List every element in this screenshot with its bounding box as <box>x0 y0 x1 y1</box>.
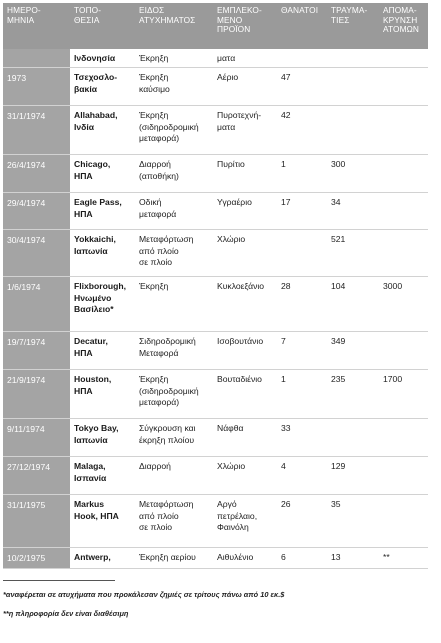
cell-accident-type: Έκρηξη (σιδηροδρομική μεταφορά) <box>139 110 199 144</box>
cell-location: Τσεχοσλο- βακία <box>74 72 118 94</box>
header-evacuation: ΑΠΟΜΑ- ΚΡΥΝΣΗ ΑΤΟΜΩΝ <box>383 5 419 35</box>
cell-product: Χλώριο <box>217 461 246 471</box>
cell-date: 9/11/1974 <box>3 419 70 456</box>
cell-product: Αέριο <box>217 72 239 82</box>
cell-location: Flixborough, Ηνωμένο Βασίλειο* <box>74 281 127 315</box>
cell-deaths <box>277 230 327 276</box>
cell-date: 30/4/1974 <box>3 230 70 276</box>
cell-injuries <box>327 419 379 456</box>
cell-evacuation <box>379 457 428 494</box>
cell-location: Markus Hook, ΗΠΑ <box>74 499 119 521</box>
cell-injuries <box>327 49 379 67</box>
cell-product: Ισοβουτάνιο <box>217 336 264 346</box>
table-row <box>3 370 428 419</box>
cell-evacuation <box>379 68 428 105</box>
header-location: ΤΟΠΟ- ΘΕΣΙΑ <box>74 5 102 25</box>
table-row <box>3 193 428 230</box>
cell-product: Πυρίτιο <box>217 159 245 169</box>
cell-location: Chicago, ΗΠΑ <box>74 159 111 181</box>
cell-injuries: 13 <box>331 552 341 562</box>
cell-injuries: 521 <box>331 234 346 244</box>
cell-deaths: 7 <box>281 336 286 346</box>
cell-product: Αιθυλένιο <box>217 552 254 562</box>
cell-deaths: 4 <box>281 461 286 471</box>
cell-accident-type: Διαρροή <box>139 461 171 471</box>
cell-deaths: 1 <box>281 159 286 169</box>
cell-injuries: 104 <box>331 281 346 291</box>
cell-accident-type: Μεταφόρτωση από πλοίο σε πλοίο <box>139 234 194 268</box>
cell-accident-type: Έκρηξη (σιδηροδρομική μεταφορά) <box>139 374 199 408</box>
table-body <box>3 49 428 569</box>
cell-injuries: 235 <box>331 374 346 384</box>
table-header-row <box>3 3 428 49</box>
cell-product: ματα <box>217 53 236 63</box>
cell-evacuation <box>379 49 428 67</box>
cell-injuries: 129 <box>331 461 346 471</box>
cell-location: Eagle Pass, ΗΠΑ <box>74 197 122 219</box>
cell-date: 31/1/1975 <box>3 495 70 547</box>
cell-product: Κυκλοεξάνιο <box>217 281 265 291</box>
header-accident-type: ΕΙΔΟΣ ΑΤΥΧΗΜΑΤΟΣ <box>139 5 196 25</box>
cell-evacuation <box>379 419 428 456</box>
table-row <box>3 68 428 106</box>
cell-evacuation <box>379 230 428 276</box>
cell-accident-type: Σιδηροδρομική Μεταφορά <box>139 336 196 358</box>
cell-accident-type: Σύγκρουση και έκρηξη πλοίου <box>139 423 196 445</box>
cell-injuries: 300 <box>331 159 346 169</box>
cell-deaths: 17 <box>281 197 291 207</box>
cell-date: 19/7/1974 <box>3 332 70 369</box>
cell-evacuation <box>379 193 428 229</box>
cell-date: 10/2/1975 <box>3 548 70 568</box>
cell-product: Πυροτεχνή- ματα <box>217 110 262 132</box>
cell-location: Allahabad, Ινδία <box>74 110 118 132</box>
cell-product: Βουταδιένιο <box>217 374 262 384</box>
cell-deaths: 1 <box>281 374 286 384</box>
table-row <box>3 277 428 332</box>
cell-injuries: 35 <box>331 499 341 509</box>
footnote-2: **η πληροφορία δεν είναι διαθέσιμη <box>3 609 129 618</box>
table-row <box>3 106 428 155</box>
cell-date: 29/4/1974 <box>3 193 70 229</box>
table-row <box>3 49 428 68</box>
table-row <box>3 548 428 569</box>
cell-accident-type: Έκρηξη καύσιμο <box>139 72 170 94</box>
table-row <box>3 332 428 370</box>
cell-accident-type: Έκρηξη αερίου <box>139 552 196 562</box>
cell-injuries: 349 <box>331 336 346 346</box>
cell-date: 1/6/1974 <box>3 277 70 331</box>
cell-accident-type: Οδική μεταφορά <box>139 197 177 219</box>
cell-product: Χλώριο <box>217 234 246 244</box>
cell-location: Antwerp, <box>74 552 111 562</box>
cell-deaths: 6 <box>281 552 286 562</box>
cell-location: Malaga, Ισπανία <box>74 461 107 483</box>
header-date: ΗΜΕΡΟ- ΜΗΝΙΑ <box>7 5 41 25</box>
cell-evacuation: 3000 <box>383 281 403 291</box>
cell-deaths: 42 <box>281 110 291 120</box>
table-row <box>3 419 428 457</box>
header-injuries: ΤΡΑΥΜΑ- ΤΙΕΣ <box>331 5 368 25</box>
cell-injuries: 34 <box>331 197 341 207</box>
cell-accident-type: Διαρροή (αποθήκη) <box>139 159 179 181</box>
cell-injuries <box>327 68 379 105</box>
cell-accident-type: Μεταφόρτωση από πλοίο σε πλοίο <box>139 499 194 533</box>
cell-date <box>3 49 70 67</box>
cell-evacuation <box>379 495 428 547</box>
cell-date: 1973 <box>3 68 70 105</box>
header-deaths: ΘΑΝΑΤΟΙ <box>281 5 319 15</box>
accidents-table <box>3 3 428 569</box>
cell-location: Houston, ΗΠΑ <box>74 374 112 396</box>
cell-location: Tokyo Bay, Ιαπωνία <box>74 423 119 445</box>
cell-product: Υγραέριο <box>217 197 252 207</box>
cell-date: 31/1/1974 <box>3 106 70 154</box>
cell-evacuation <box>379 106 428 154</box>
cell-location: Ινδονησία <box>74 53 116 63</box>
cell-date: 27/12/1974 <box>3 457 70 494</box>
cell-accident-type: Έκρηξη <box>139 281 169 291</box>
cell-evacuation <box>379 332 428 369</box>
cell-product: Νάφθα <box>217 423 244 433</box>
cell-deaths: 26 <box>281 499 291 509</box>
cell-deaths: 28 <box>281 281 291 291</box>
cell-deaths: 47 <box>281 72 291 82</box>
cell-evacuation: 1700 <box>383 374 403 384</box>
cell-location: Decatur, ΗΠΑ <box>74 336 108 358</box>
cell-injuries <box>327 106 379 154</box>
cell-date: 21/9/1974 <box>3 370 70 418</box>
table-row <box>3 495 428 548</box>
cell-deaths <box>277 49 327 67</box>
table-row <box>3 155 428 193</box>
cell-evacuation <box>379 155 428 192</box>
footnote-separator <box>3 580 115 581</box>
cell-date: 26/4/1974 <box>3 155 70 192</box>
cell-evacuation: ** <box>383 552 390 562</box>
table-row <box>3 457 428 495</box>
cell-location: Yokkaichi, Ιαπωνία <box>74 234 116 256</box>
table-row <box>3 230 428 277</box>
footnote-1: *αναφέρεται σε ατυχήματα που προκάλεσαν ζημιές σε τρίτους πάνω από 10 εκ.$ <box>3 590 285 599</box>
cell-accident-type: Έκρηξη <box>139 53 169 63</box>
cell-deaths: 33 <box>281 423 291 433</box>
cell-product: Αργό πετρέλαιο, Φαινόλη <box>217 499 258 533</box>
header-product: ΕΜΠΛΕΚΟ- ΜΕΝΟ ΠΡΟΪΟΝ <box>217 5 262 35</box>
